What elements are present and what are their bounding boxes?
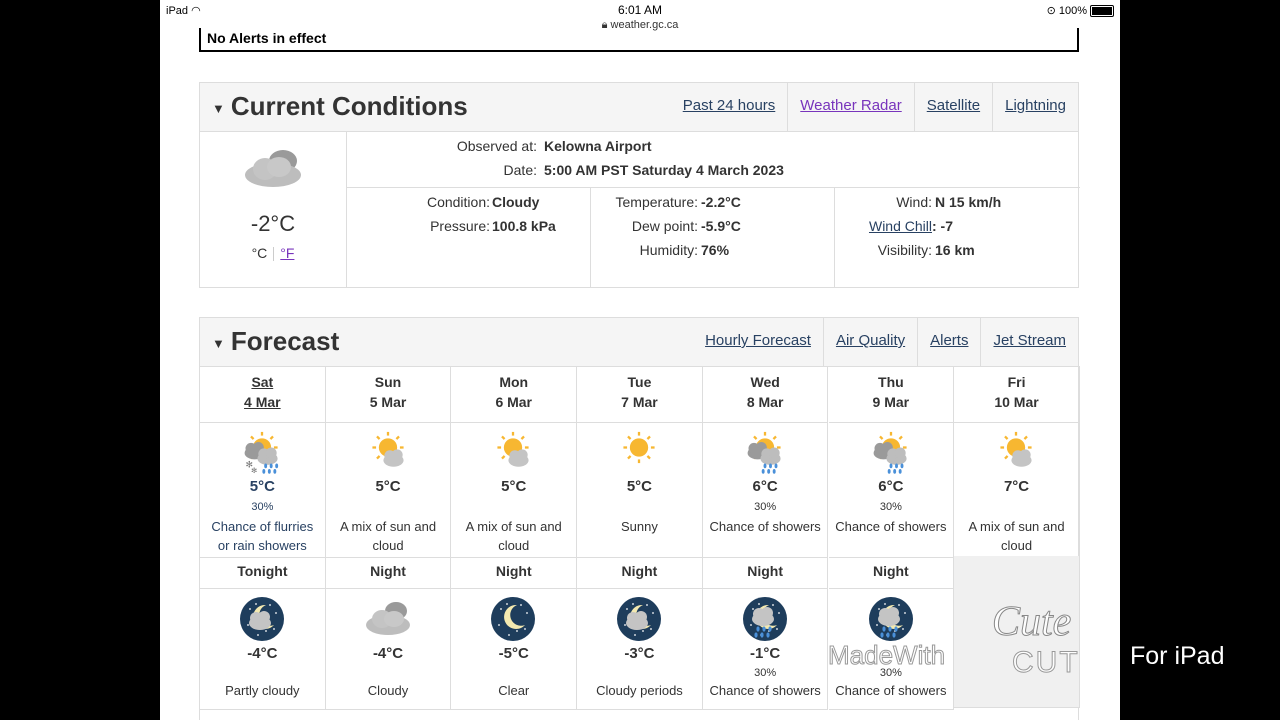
night-temp: -1°C — [750, 645, 781, 662]
day-forecast — [829, 422, 954, 557]
day-forecast — [451, 422, 576, 557]
sun-cloud-showers-icon — [867, 431, 915, 475]
forecast-day-column — [703, 366, 829, 558]
day-description: A mix of sun and cloud — [968, 519, 1065, 553]
condition-label: Condition: — [426, 194, 490, 210]
night-temp: -4°C — [372, 645, 404, 662]
night-label: Night — [621, 563, 658, 579]
day-date: 4 Mar — [244, 394, 281, 410]
forecast-panel — [199, 317, 1079, 720]
conditions-details — [346, 187, 1080, 287]
day-date: 9 Mar — [872, 394, 910, 410]
observation-info — [346, 131, 1080, 188]
sun-cloud-mixed-precip-icon — [238, 431, 286, 475]
link-hourly-forecast[interactable]: Hourly Forecast — [705, 332, 811, 349]
battery-icon — [1090, 5, 1114, 17]
day-description: Sunny — [621, 519, 658, 534]
temperature-label: Temperature: — [615, 194, 698, 210]
day-forecast — [200, 422, 325, 557]
day-name: Tue — [627, 374, 652, 390]
day-description: A mix of sun and cloud — [465, 519, 562, 553]
night-label: Tonight — [237, 563, 288, 579]
day-description: A mix of sun and cloud — [339, 519, 437, 553]
forecast-night-column — [326, 556, 452, 710]
day-forecast — [703, 422, 828, 557]
day-temp: 5°C — [626, 478, 653, 495]
details-col-2 — [590, 187, 835, 287]
moon-cloud-icon — [615, 595, 663, 643]
day-header — [829, 366, 954, 422]
night-label: Night — [370, 563, 406, 579]
collapse-triangle-icon: ▼ — [212, 335, 225, 351]
night-forecast — [703, 588, 828, 709]
date-value: 5:00 AM PST Saturday 4 March 2023 — [544, 162, 784, 178]
night-label: Night — [872, 563, 909, 579]
day-temp: 6°C — [752, 478, 778, 495]
forecast-night-column — [703, 556, 829, 710]
day-date: 5 Mar — [369, 394, 407, 410]
battery-status — [1047, 4, 1114, 17]
day-temp: 5°C — [501, 478, 527, 495]
night-forecast — [326, 588, 451, 709]
watermark-cute: Cute — [992, 599, 1072, 645]
forecast-day-column — [829, 366, 955, 558]
cloud-icon — [364, 595, 412, 643]
collapse-triangle-icon: ▼ — [212, 100, 225, 116]
moon-cloud-icon — [238, 595, 286, 643]
link-satellite[interactable]: Satellite — [914, 83, 992, 131]
day-name: Sun — [374, 374, 402, 390]
day-temp: 7°C — [1003, 478, 1030, 495]
svg-text:✻: ✻ — [251, 466, 258, 475]
watermark-cut: CUT — [1012, 646, 1080, 679]
day-temp: 5°C — [375, 478, 401, 495]
day-description: Chance of showers — [709, 519, 821, 534]
forecast-night-column — [829, 556, 955, 710]
day-date: 10 Mar — [994, 394, 1039, 410]
current-conditions-panel — [199, 82, 1079, 288]
sun-cloud-icon — [489, 431, 537, 475]
forecast-day-column — [954, 366, 1080, 558]
condition-value: Cloudy — [492, 194, 540, 210]
browser-page — [160, 0, 1120, 720]
day-header — [451, 366, 576, 422]
wind-chill-link[interactable]: Wind Chill — [868, 218, 932, 234]
night-temp: -3°C — [624, 645, 655, 662]
day-name: Sat — [251, 374, 274, 390]
forecast-day-column — [326, 366, 452, 558]
day-name: Wed — [750, 374, 780, 390]
moon-showers-icon — [867, 595, 915, 643]
night-pop: 30% — [879, 667, 902, 679]
dewpoint-value: -5.9°C — [701, 218, 741, 234]
humidity-value: 76% — [701, 242, 730, 258]
unit-celsius[interactable]: °C — [251, 245, 268, 261]
sun-icon — [615, 431, 663, 475]
wind-value: N 15 km/h — [935, 194, 1002, 210]
battery-percent: 100% — [1058, 5, 1087, 17]
day-header — [703, 366, 828, 422]
svg-text:✻: ✻ — [245, 459, 254, 470]
sun-cloud-showers-icon — [741, 431, 789, 475]
unit-switch — [200, 245, 346, 261]
moon-showers-icon — [741, 595, 789, 643]
observed-label: Observed at: — [456, 138, 537, 154]
day-pop: 30% — [879, 501, 902, 513]
day-forecast — [954, 422, 1079, 557]
day-header — [577, 366, 702, 422]
forecast-night-column — [200, 556, 326, 710]
pressure-value: 100.8 kPa — [492, 218, 556, 234]
night-forecast — [577, 588, 702, 709]
day-description: Chance of showers — [835, 519, 947, 534]
night-temp: -4°C — [247, 645, 278, 662]
details-col-1 — [346, 187, 591, 287]
forecast-night-column — [577, 556, 703, 710]
forecast-title[interactable]: ▼ Forecast — [212, 326, 340, 356]
day-description: Chance of flurries or rain showers — [211, 519, 314, 553]
temperature-value: -2.2°C — [701, 194, 741, 210]
device-label: iPad ◠ — [166, 5, 201, 17]
link-alerts[interactable]: Alerts — [917, 318, 980, 366]
night-description: Cloudy periods — [596, 683, 683, 698]
wifi-icon: ◠ — [191, 5, 201, 17]
day-temp: 5°C — [249, 478, 275, 495]
night-label: Night — [747, 563, 784, 579]
pressure-label: Pressure: — [430, 218, 490, 234]
day-header — [326, 366, 451, 422]
night-description: Cloudy — [367, 683, 409, 698]
alert-banner: No Alerts in effect — [199, 28, 1079, 52]
day-name: Mon — [499, 374, 529, 390]
wind-label: Wind: — [896, 194, 932, 210]
night-description: Chance of showers — [709, 683, 821, 698]
sun-cloud-icon — [992, 431, 1040, 475]
watermark-made-with: MadeWith — [828, 640, 946, 670]
status-time: 6:01 AM — [617, 3, 663, 17]
night-description: Chance of showers — [835, 683, 947, 698]
day-header — [954, 366, 1079, 422]
link-jet-stream[interactable]: Jet Stream — [980, 318, 1078, 366]
link-past-24-hours[interactable]: Past 24 hours — [682, 97, 776, 114]
forecast-header — [200, 318, 1078, 367]
current-temp: -2°C — [250, 211, 296, 236]
night-description: Clear — [498, 683, 530, 698]
day-forecast — [326, 422, 451, 557]
humidity-label: Humidity: — [639, 242, 698, 258]
day-date: 8 Mar — [746, 394, 784, 410]
sun-cloud-icon — [364, 431, 412, 475]
day-header[interactable] — [200, 366, 325, 422]
link-weather-radar[interactable]: Weather Radar — [787, 83, 913, 131]
visibility-label: Visibility: — [877, 242, 932, 258]
details-col-3 — [834, 187, 1080, 287]
visibility-value: 16 km — [935, 242, 975, 258]
day-name: Fri — [1007, 374, 1026, 390]
day-pop: 30% — [251, 501, 274, 513]
wind-chill-value: : -7 — [932, 218, 953, 234]
dewpoint-label: Dew point: — [631, 218, 698, 234]
night-description: Partly cloudy — [225, 683, 300, 698]
link-lightning[interactable]: Lightning — [992, 83, 1078, 131]
forecast-day-column — [200, 366, 326, 558]
current-summary — [200, 131, 347, 287]
observed-value: Kelowna Airport — [544, 138, 652, 154]
night-temp: -5°C — [498, 645, 529, 662]
unit-fahrenheit[interactable]: °F — [280, 245, 295, 261]
url-text: weather.gc.ca — [610, 19, 679, 31]
day-date: 7 Mar — [621, 394, 658, 410]
forecast-links — [693, 318, 1078, 366]
lock-icon: 🔒︎ — [601, 19, 608, 31]
current-conditions-title[interactable]: ▼ Current Conditions — [212, 91, 468, 121]
night-forecast — [200, 588, 325, 709]
link-air-quality[interactable]: Air Quality — [823, 318, 917, 366]
night-forecast — [451, 588, 576, 709]
day-pop: 30% — [754, 501, 777, 513]
day-forecast — [577, 422, 702, 557]
day-name: Thu — [878, 374, 904, 390]
forecast-day-column — [577, 366, 703, 558]
rotation-lock-icon: ⊙ — [1046, 5, 1056, 17]
day-temp: 6°C — [878, 478, 904, 495]
date-label: Date: — [503, 162, 537, 178]
day-date: 6 Mar — [495, 394, 533, 410]
forecast-night-column — [451, 556, 577, 710]
current-conditions-header — [200, 83, 1078, 132]
cloudy-icon — [243, 145, 303, 191]
forecast-day-column — [451, 366, 577, 558]
night-pop: 30% — [754, 667, 777, 679]
night-label: Night — [495, 563, 532, 579]
moon-clear-icon — [489, 595, 537, 643]
watermark-for-ipad: For iPad — [1130, 642, 1225, 670]
current-links — [671, 83, 1078, 131]
